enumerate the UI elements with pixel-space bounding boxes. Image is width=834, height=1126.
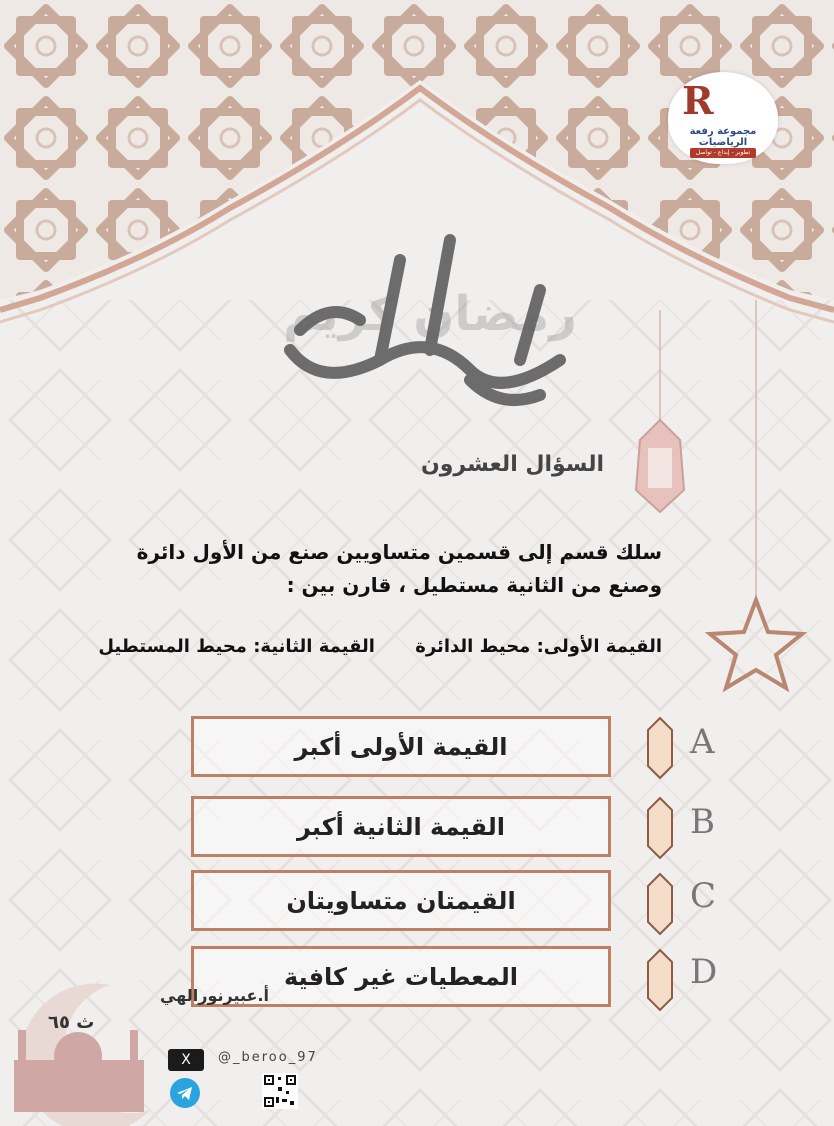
telegram-icon[interactable] [170, 1078, 200, 1108]
option-c-letter: C [690, 876, 717, 916]
greeting [270, 382, 600, 396]
svg-text:رمضان كريم: رمضان كريم [283, 286, 577, 342]
social-handle: @_beroo_97 [218, 1050, 318, 1065]
logo-name: مجموعة رفعة الرياضيات [689, 126, 757, 148]
logo [668, 72, 778, 164]
page-count: ث ٦٥ [48, 1012, 95, 1033]
option-b-letter: B [690, 802, 715, 842]
option-b[interactable]: القيمة الثانية أكبر [191, 796, 611, 857]
question-line-1: سلك قسم إلى قسمين متساويين صنع من الأول دائرة [136, 540, 662, 564]
option-a[interactable]: القيمة الأولى أكبر [191, 716, 611, 777]
question-line-2: وصنع من الثانية مستطيل ، قارن بين : [286, 573, 662, 597]
qr-code-icon[interactable] [262, 1073, 298, 1109]
logo-letter: R [682, 78, 714, 123]
option-d[interactable]: المعطيات غير كافية [191, 946, 611, 1007]
author-name: أ.عبيرنورالهي [160, 986, 269, 1005]
value-1: القيمة الأولى: محيط الدائرة [415, 636, 662, 657]
option-c[interactable]: القيمتان متساويتان [191, 870, 611, 931]
compare-values [64, 636, 662, 657]
logo-tagline: تطوير - إبداع - تواصل [690, 148, 756, 158]
option-d-letter: D [690, 952, 718, 992]
option-a-letter: A [690, 722, 715, 762]
x-icon[interactable]: X [168, 1049, 204, 1071]
question-title: السؤال العشرون [420, 452, 604, 477]
question-text [102, 536, 662, 602]
value-2: القيمة الثانية: محيط المستطيل [98, 636, 375, 657]
